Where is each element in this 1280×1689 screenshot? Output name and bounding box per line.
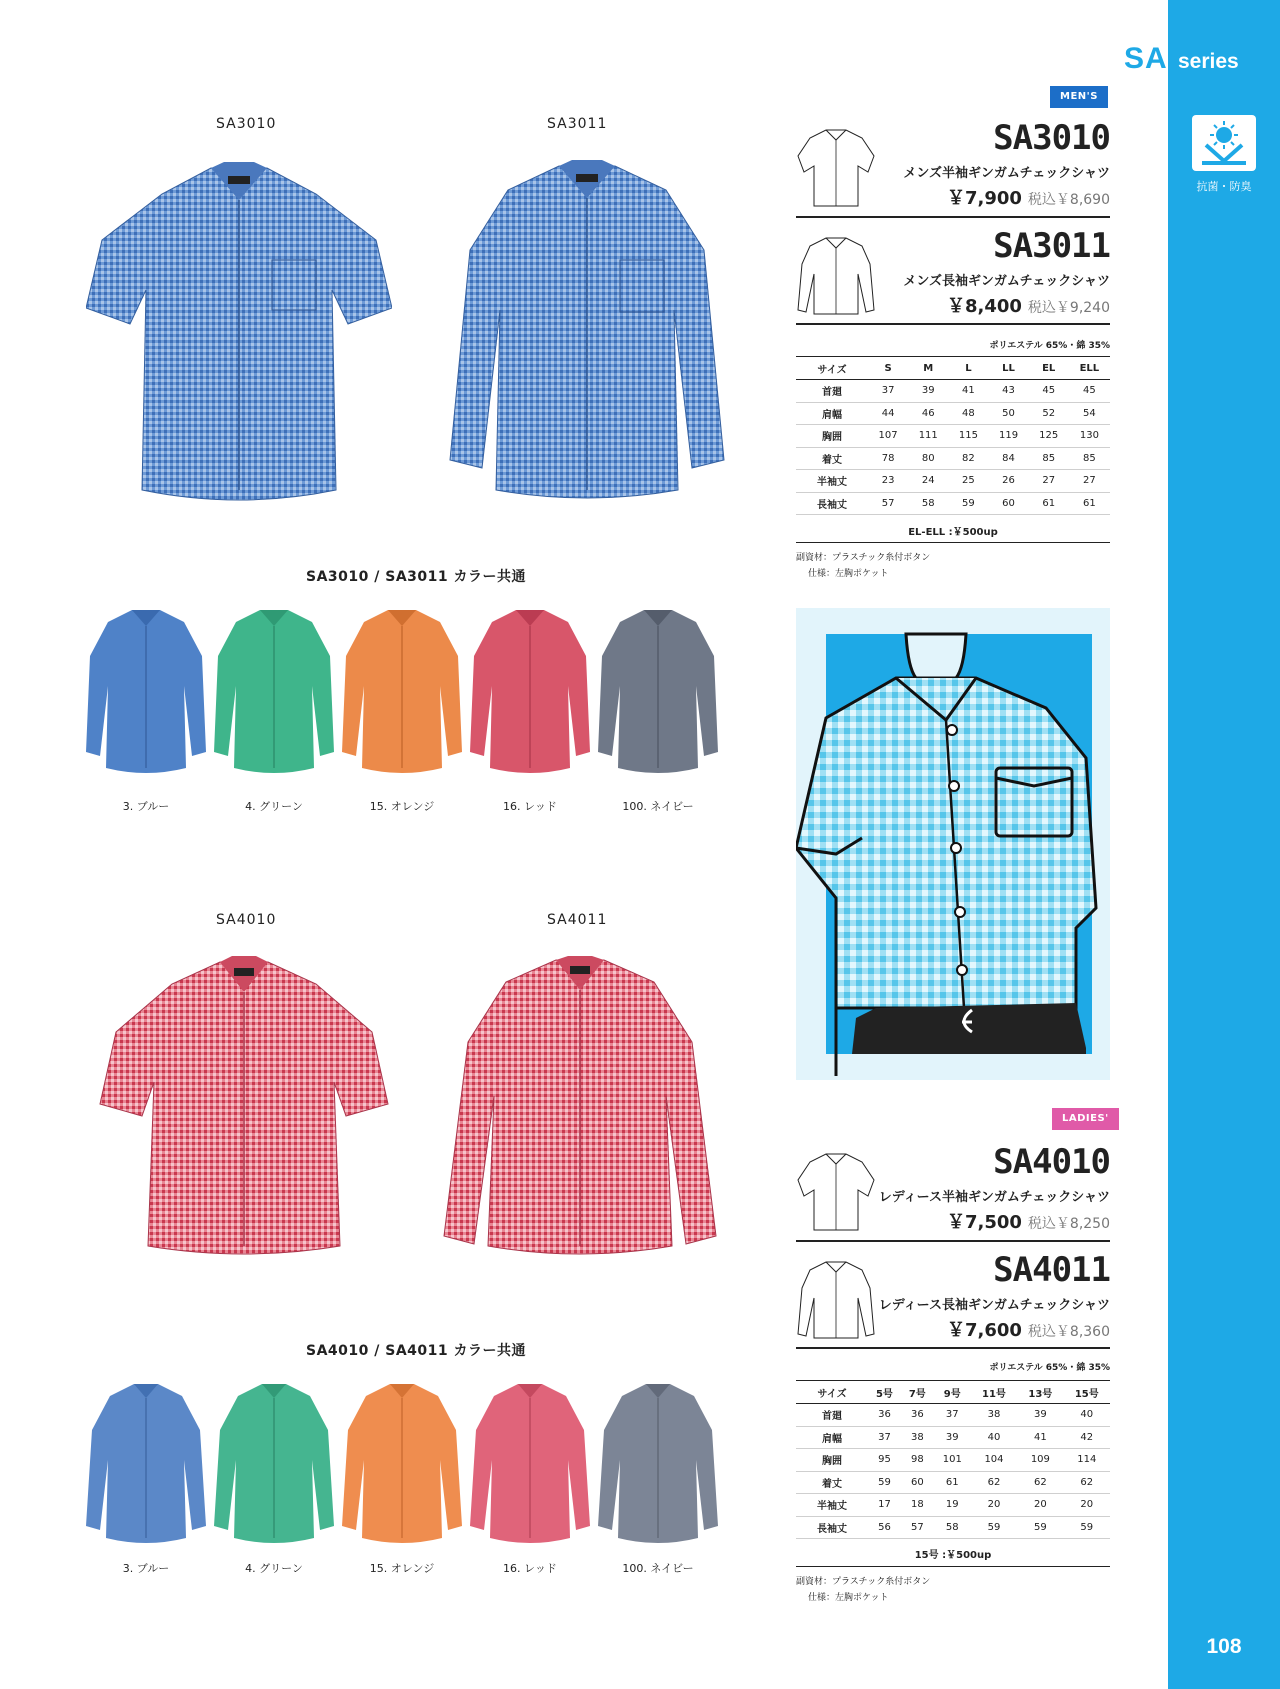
- ladies-size-table: [796, 1381, 1110, 1539]
- color-label-green-ladies: 4. グリーン: [245, 1562, 303, 1575]
- color-label-red-ladies: 16. レッド: [503, 1562, 557, 1575]
- photo-label-sa3011: SA3011: [547, 116, 608, 132]
- divider: [796, 323, 1110, 325]
- series-band: [1168, 0, 1280, 1689]
- feature-label: 抗菌・防臭: [1196, 180, 1252, 193]
- table-bottom-rule: [796, 542, 1110, 543]
- table-row: 着丈 59 60 61 62 62 62: [796, 1471, 1110, 1494]
- color-label-navy: 100. ネイビー: [622, 800, 694, 813]
- note-material: 副資材：プラスチック糸付ボタン: [796, 553, 931, 563]
- product-price: ￥7,500: [946, 1212, 1022, 1233]
- shirt-photo-sa3011: [434, 160, 740, 504]
- product-code: SA3011: [993, 226, 1110, 266]
- table-row: 胸囲 107 111 115 119 125 130: [796, 425, 1110, 448]
- color-swatch-blue-ladies: [84, 1380, 208, 1546]
- color-label-navy-ladies: 100. ネイビー: [622, 1562, 694, 1575]
- size-surcharge: 15号 :￥500up: [914, 1550, 992, 1561]
- fabric-composition: ポリエステル 65%・綿 35%: [989, 1363, 1110, 1373]
- page-number: 108: [1206, 1635, 1242, 1658]
- size-surcharge: EL-ELL :￥500up: [908, 527, 998, 538]
- product-price: ￥8,400: [946, 296, 1022, 317]
- product-name: メンズ長袖ギンガムチェックシャツ: [903, 274, 1110, 289]
- product-sa3010: [796, 118, 1110, 226]
- color-label-orange: 15. オレンジ: [369, 800, 435, 813]
- shirt-sketch-long-icon: [796, 234, 876, 318]
- product-name: メンズ半袖ギンガムチェックシャツ: [903, 166, 1110, 181]
- product-tax-price: 税込￥8,250: [1027, 1216, 1110, 1232]
- divider: [796, 216, 1110, 218]
- shirt-sketch-long-icon: [796, 1258, 876, 1342]
- color-label-green: 4. グリーン: [245, 800, 303, 813]
- table-row: 肩幅 37 38 39 40 41 42: [796, 1426, 1110, 1449]
- note-spec: 仕様：左胸ポケット: [808, 569, 889, 579]
- series-suffix: series: [1178, 50, 1239, 73]
- series-prefix: SA: [1124, 42, 1168, 75]
- shirt-sketch-short-icon: [796, 1150, 876, 1234]
- color-label-blue-ladies: 3. ブルー: [122, 1562, 170, 1575]
- shirt-photo-sa4011: [430, 956, 730, 1256]
- table-row: 半袖丈 17 18 19 20 20 20: [796, 1494, 1110, 1517]
- photo-label-sa4010: SA4010: [216, 912, 277, 928]
- antibacterial-deodorant-icon: [1192, 115, 1256, 171]
- product-sa3011: [796, 226, 1110, 334]
- note-material: 副資材：プラスチック糸付ボタン: [796, 1577, 931, 1587]
- color-label-red: 16. レッド: [503, 800, 557, 813]
- color-swatch-red: [468, 606, 592, 776]
- product-code: SA3010: [993, 118, 1110, 158]
- table-row: 着丈 78 80 82 84 85 85: [796, 447, 1110, 470]
- product-tax-price: 税込￥8,690: [1027, 192, 1110, 208]
- color-label-orange-ladies: 15. オレンジ: [369, 1562, 435, 1575]
- table-row: 長袖丈 57 58 59 60 61 61: [796, 492, 1110, 515]
- color-swatch-navy-ladies: [596, 1380, 720, 1546]
- color-swatch-green: [212, 606, 336, 776]
- table-row: 肩幅 44 46 48 50 52 54: [796, 402, 1110, 425]
- color-swatch-navy: [596, 606, 720, 776]
- shirt-illustration: [796, 608, 1110, 1080]
- product-price: ￥7,600: [946, 1320, 1022, 1341]
- mens-size-table: [796, 357, 1110, 515]
- product-name: レディース半袖ギンガムチェックシャツ: [878, 1190, 1110, 1205]
- product-name: レディース長袖ギンガムチェックシャツ: [878, 1298, 1110, 1313]
- divider: [796, 1240, 1110, 1242]
- ladies-common-color-label: SA4010 / SA4011 カラー共通: [306, 1343, 527, 1359]
- men-common-color-label: SA3010 / SA3011 カラー共通: [306, 569, 527, 585]
- spec-notes: [796, 1574, 930, 1606]
- note-spec: 仕様：左胸ポケット: [808, 1593, 889, 1603]
- color-swatch-orange-ladies: [340, 1380, 464, 1546]
- table-row: 長袖丈 56 57 58 59 59 59: [796, 1516, 1110, 1539]
- product-tax-price: 税込￥9,240: [1027, 300, 1110, 316]
- shirt-sketch-short-icon: [796, 126, 876, 210]
- product-sa4011: [796, 1250, 1110, 1358]
- color-swatch-orange: [340, 606, 464, 776]
- table-header-row: サイズ 5号 7号 9号 11号 13号 15号: [796, 1381, 1110, 1404]
- product-code: SA4011: [993, 1250, 1110, 1290]
- ladies-badge: LADIES': [1052, 1108, 1119, 1130]
- mens-badge: MEN'S: [1050, 86, 1108, 108]
- table-row: 首廻 37 39 41 43 45 45: [796, 380, 1110, 403]
- product-price: ￥7,900: [946, 188, 1022, 209]
- product-tax-price: 税込￥8,360: [1027, 1324, 1110, 1340]
- color-swatch-red-ladies: [468, 1380, 592, 1546]
- photo-label-sa3010: SA3010: [216, 116, 277, 132]
- table-row: 半袖丈 23 24 25 26 27 27: [796, 470, 1110, 493]
- product-code: SA4010: [993, 1142, 1110, 1182]
- shirt-photo-sa4010: [96, 956, 392, 1256]
- table-row: 胸囲 95 98 101 104 109 114: [796, 1449, 1110, 1472]
- color-label-blue: 3. ブルー: [122, 800, 170, 813]
- photo-label-sa4011: SA4011: [547, 912, 608, 928]
- color-swatch-green-ladies: [212, 1380, 336, 1546]
- shirt-photo-sa3010: [86, 160, 392, 504]
- fabric-composition: ポリエステル 65%・綿 35%: [989, 341, 1110, 351]
- table-bottom-rule: [796, 1566, 1110, 1567]
- color-swatch-blue: [84, 606, 208, 776]
- table-header-row: サイズ S M L LL EL ELL: [796, 357, 1110, 380]
- table-row: 首廻 36 36 37 38 39 40: [796, 1404, 1110, 1427]
- divider: [796, 1347, 1110, 1349]
- spec-notes: [796, 550, 930, 582]
- product-sa4010: [796, 1142, 1110, 1250]
